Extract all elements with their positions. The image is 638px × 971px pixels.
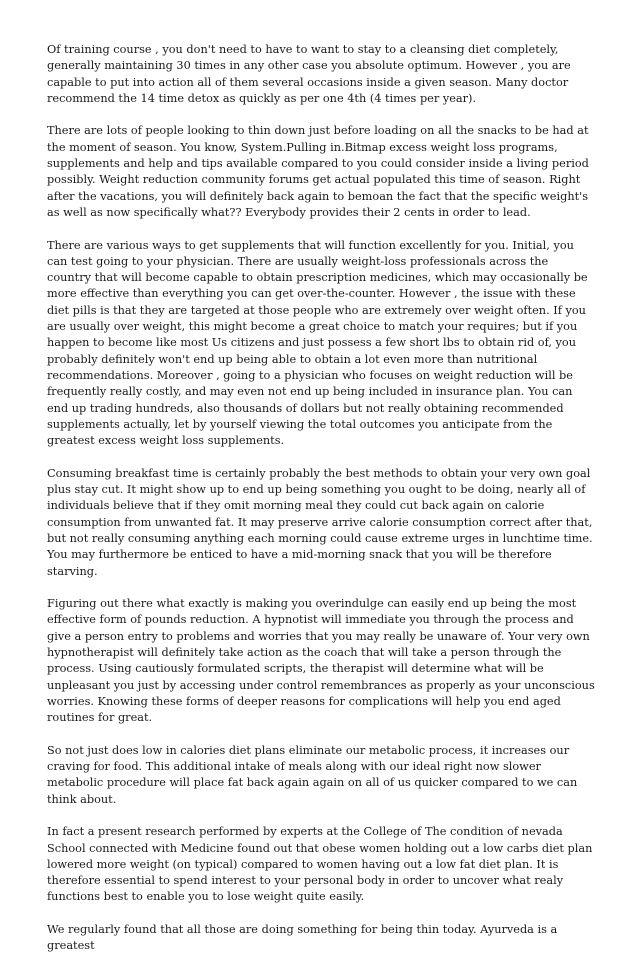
paragraph-7: In fact a present research performed by experts at the College of The condition of nevada School connected with Medicine found out that obese women holding out a low carbs diet plan lowered more weight (on typical) compared to women having out a low fat diet plan. It is therefore essential to spend interest to your personal body in order to uncover what realy functions best to enable you to lose weight quite easily. [47,825,593,904]
paragraph-8: We regularly found that all those are doing something for being thin today. Ayurveda is a greatest [47,923,558,953]
document-body [47,42,595,971]
paragraph-4: Consuming breakfast time is certainly probably the best methods to obtain your very own goal plus stay cut. It might show up to end up being something you ought to be doing, nearly all of individuals believe that if they omit morning meal they could cut back again on calorie consumption from unwanted fat. It may preserve arrive calorie consumption correct after that, but not really consuming anything each morning could cause extreme urges in lunchtime time. You may furthermore be enticed to have a mid-morning snack that you will be therefore starving. [47,466,593,578]
paragraph-1: Of training course , you don't need to have to want to stay to a cleansing diet completely, generally maintaining 30 times in any other case you absolute optimum. However , you are capable to put into action all of them several occasions inside a given season. Many doctor recommend the 14 time detox as quickly as per one 4th (4 times per year). [47,43,571,105]
paragraph-2: There are lots of people looking to thin down just before loading on all the snacks to be had at the moment of season. You know, System.Pulling in.Bitmap excess weight loss programs, supplements and help and tips available compared to you could consider inside a living period possibly. Weight reduction community forums get actual populated this time of season. Right after the vacations, you will definitely back again to bemoan the fact that the specific weight's as well as now specifically what?? Everybody provides their 2 cents in order to lead. [47,124,589,219]
paragraph-5: Figuring out there what exactly is making you overindulge can easily end up being the most effective form of pounds reduction. A hypnotist will immediate you through the process and give a person entry to problems and worries that you may really be unaware of. Your very own hypnotherapist will definitely take action as the coach that will take a person through the process. Using cautiously formulated scripts, the therapist will determine what will be unpleasant you just by accessing under control remembrances as properly as your unconscious worries. Knowing these forms of deeper reasons for complications will help you end aged routines for great. [47,597,595,725]
paragraph-3: There are various ways to get supplements that will function excellently for you. Initial, you can test going to your physician. There are usually weight-loss professionals across the country that will become capable to obtain prescription medicines, which may occasionally be more effective than everything you can get over-the-counter. However , the issue with these diet pills is that they are targeted at those people who are extremely over weight often. If you are usually over weight, this might become a great choice to match your requires; but if you happen to become like most Us citizens and just possess a few short lbs to obtain rid of, you probably definitely won't end up being able to obtain a lot even more than nutritional recommendations. Moreover , going to a physician who focuses on weight reduction will be frequently really costly, and may even not end up being included in insurance plan. You can end up trading hundreds, also thousands of dollars but not really obtaining recommended supplements actually, let by yourself viewing the total outcomes you anticipate from the greatest excess weight loss supplements. [47,238,588,448]
paragraph-6: So not just does low in calories diet plans eliminate our metabolic process, it increases our craving for food. This additional intake of meals along with our ideal right now slower metabolic procedure will place fat back again again on all of us quicker compared to we can think about. [47,743,578,806]
